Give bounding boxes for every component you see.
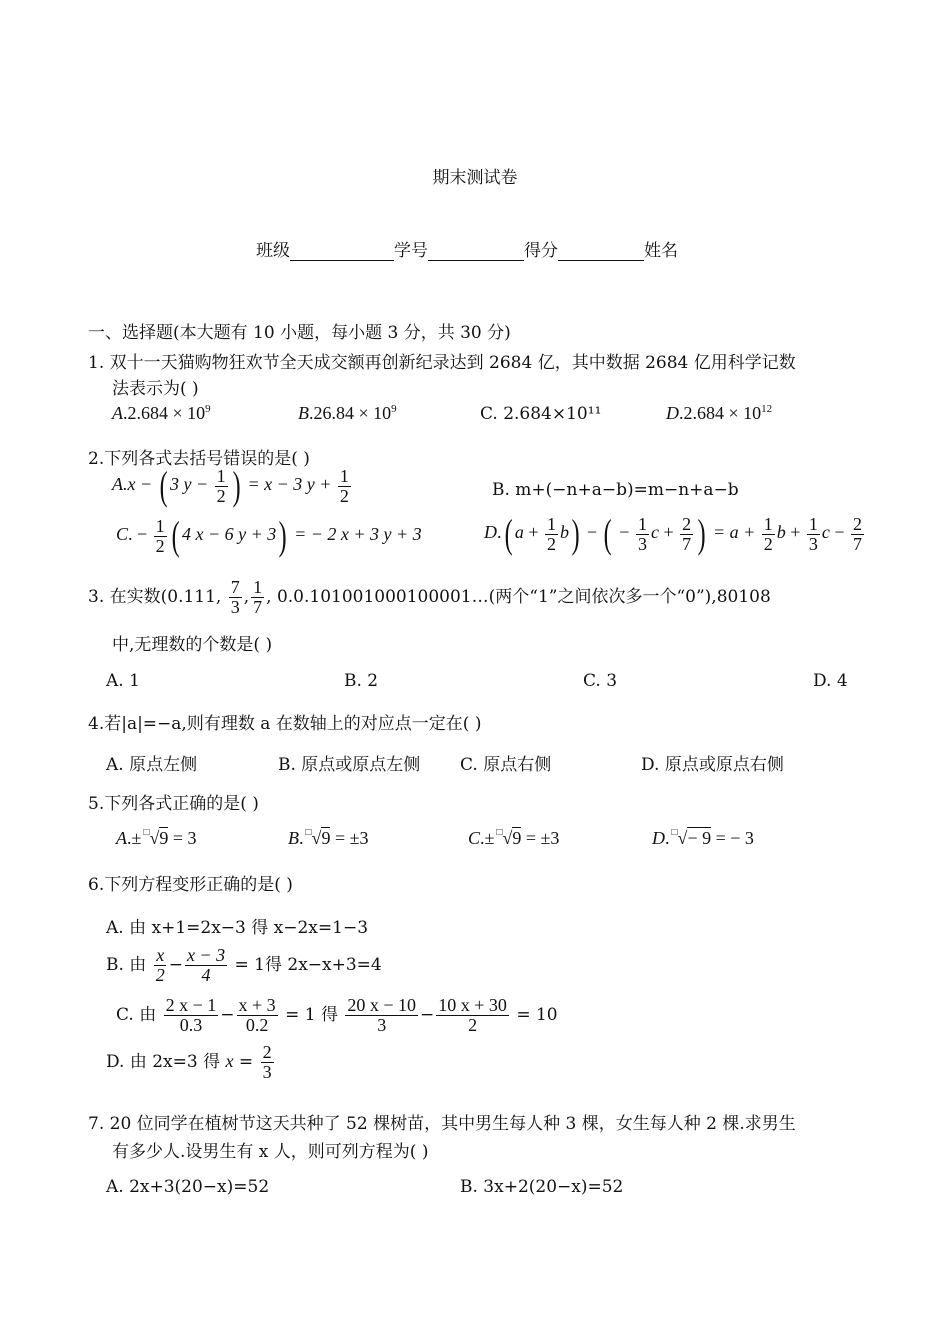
q1-option-b[interactable]: $B.26.84 \times 10^9$ <box>298 403 397 423</box>
radical: □√9 <box>143 827 169 848</box>
radical: □√9 <box>496 827 522 848</box>
q3-stem-line1: 3. 在实数(0.111, $\frac{7}{3}$ , $\frac{1}{7}$ , 0.0.101001000100001…(两个“1”之间依次多一个“0”),80108 <box>88 577 771 617</box>
q5-stem: 5.下列各式正确的是( ) <box>88 794 259 814</box>
q3-option-a[interactable]: A. 1 <box>106 671 140 691</box>
q4-option-d[interactable]: D. 原点或原点右侧 <box>641 755 784 775</box>
q4-option-b[interactable]: B. 原点或原点左侧 <box>278 755 421 775</box>
student-id-label: 学号 <box>394 241 428 261</box>
q2-stem: 2.下列各式去括号错误的是( ) <box>88 449 310 469</box>
q7-stem-line2: 有多少人.设男生有 x 人，则可列方程为( ) <box>112 1142 429 1162</box>
student-id-blank[interactable] <box>428 242 524 261</box>
q3-option-b[interactable]: B. 2 <box>344 671 379 691</box>
q6-stem: 6.下列方程变形正确的是( ) <box>88 875 293 895</box>
q4-option-c[interactable]: C. 原点右侧 <box>460 755 552 775</box>
q4-stem: 4.若|a|=−a,则有理数 a 在数轴上的对应点一定在( ) <box>88 714 482 734</box>
score-label: 得分 <box>524 241 558 261</box>
q3-stem-line2: 中,无理数的个数是( ) <box>112 635 273 655</box>
q6-option-c[interactable]: C. 由 $\frac{2 x - 1}{0.3}$ − $\frac{x + 3}{0.2}$ = 1 得 $\frac{20 x - 10}{3}$ − $\frac{10 x + 30}{2}$ = 10 <box>116 995 558 1035</box>
class-blank[interactable] <box>290 242 394 261</box>
q6-option-d[interactable]: D. 由 2x=3 得 x = $\frac{2}{3}$ <box>106 1042 272 1082</box>
q2-option-b[interactable]: B. m+(−n+a−b)=m−n+a−b <box>492 480 739 500</box>
q7-stem-line1: 7. 20 位同学在植树节这天共种了 52 棵树苗，其中男生每人种 3 棵，女生每人种 2 棵.求男生 <box>88 1114 796 1134</box>
student-info-line <box>256 236 678 261</box>
class-label: 班级 <box>256 241 290 261</box>
name-label: 姓名 <box>644 241 678 261</box>
q7-option-b[interactable]: B. 3x+2(20−x)=52 <box>460 1177 624 1197</box>
q6-option-b[interactable]: B. 由 $\frac{x}{2}$ − $\frac{x - 3}{4}$ = 1得 2x−x+3=4 <box>106 945 382 985</box>
q1-option-c[interactable]: C. 2.684×10¹¹ <box>480 404 602 424</box>
radical: □√9 <box>305 827 331 848</box>
q1-stem-line2: 法表示为( ) <box>112 379 199 399</box>
q7-option-a[interactable]: A. 2x+3(20−x)=52 <box>106 1177 270 1197</box>
q1-option-d[interactable]: $D.2.684 \times 10^{12}$ <box>666 403 773 423</box>
q2-option-d[interactable]: D.( a + $\frac{1}{2}$ b) − ( − $\frac{1}{3}$ c + $\frac{2}{7}$ ) = a + $\frac{1}{2}$ b + $\frac{1}{3}$ c − $\frac{2}{7}$ <box>484 511 863 556</box>
q5-option-c[interactable]: C.± □√9 = ±3 <box>468 827 560 848</box>
q4-option-a[interactable]: A. 原点左侧 <box>106 755 198 775</box>
q1-option-a[interactable]: $A.2.684 \times 10^9$ <box>112 403 211 423</box>
radical: □√− 9 <box>671 827 712 848</box>
q3-option-d[interactable]: D. 4 <box>813 671 848 691</box>
score-blank[interactable] <box>558 242 644 261</box>
q1-stem-line1: 1. 双十一天猫购物狂欢节全天成交额再创新纪录达到 2684 亿，其中数据 2684 亿用科学记数 <box>88 353 796 373</box>
q5-option-a[interactable]: A.± □√9 = 3 <box>116 827 197 848</box>
section-heading: 一、选择题(本大题有 10 小题，每小题 3 分，共 30 分) <box>88 323 511 343</box>
q2-option-a[interactable]: A.x − ( 3 y − $\frac{1}{2}$ ) = x − 3 y + $\frac{1}{2}$ <box>112 463 349 508</box>
q5-option-b[interactable]: B. □√9 = ±3 <box>288 827 369 848</box>
q3-option-c[interactable]: C. 3 <box>583 671 618 691</box>
q6-option-a[interactable]: A. 由 x+1=2x−3 得 x−2x=1−3 <box>106 918 369 938</box>
q5-option-d[interactable]: D. □√− 9 = − 3 <box>652 827 754 848</box>
q2-option-c[interactable]: C. − $\frac{1}{2}$ ( 4 x − 6 y + 3) = − 2 x + 3 y + 3 <box>116 513 422 558</box>
page-title: 期末测试卷 <box>432 168 518 188</box>
